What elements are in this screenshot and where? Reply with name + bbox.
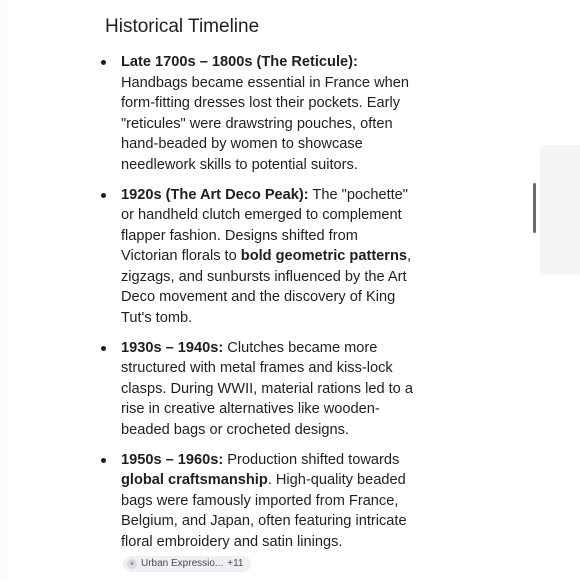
source-label: Urban Expressio... bbox=[141, 558, 224, 569]
era-label: Late 1700s – 1800s (The Reticule): bbox=[121, 54, 358, 70]
bullet-icon bbox=[101, 346, 106, 351]
item-text: Handbags became essential in France when form-fitting dresses lost their pockets. Early "reticules" were drawstring pouches, often hand-beaded by women to showcase needlework skills to potential suitors. bbox=[121, 74, 409, 173]
item-text: , zigzags, and sunbursts influenced by the Art Deco movement and the discovery of King Tut's tomb. bbox=[121, 248, 412, 326]
left-rail bbox=[0, 0, 8, 580]
right-side-panel bbox=[540, 145, 580, 275]
emphasis-text: bold geometric patterns bbox=[240, 248, 408, 264]
bullet-icon bbox=[101, 458, 106, 463]
bullet-icon bbox=[101, 193, 106, 198]
source-count: +11 bbox=[227, 558, 244, 569]
response-content bbox=[105, 14, 415, 582]
timeline-item-reticule bbox=[105, 52, 415, 175]
timeline-item-1930s-1940s bbox=[105, 338, 415, 441]
timeline-list bbox=[105, 52, 415, 573]
section-heading: Historical Timeline bbox=[105, 16, 260, 37]
timeline-item-1950s-1960s bbox=[105, 450, 415, 573]
era-label: 1930s – 1940s: bbox=[121, 339, 224, 356]
item-text: . High-quality beaded bags were famously imported from France, Belgium, and Japan, often featuring intricate floral embroidery and satin linings. bbox=[121, 472, 407, 550]
item-text: Clutches became more structured with metal frames and kiss-lock clasps. During WWII, material rations led to a rise in creative alternatives like wooden-beaded bags or crocheted designs. bbox=[121, 339, 413, 438]
source-citation-chip[interactable] bbox=[123, 556, 251, 572]
scrollbar-thumb[interactable] bbox=[533, 183, 536, 233]
era-label: 1950s – 1960s: bbox=[121, 451, 224, 468]
emphasis-text: global craftsmanship bbox=[121, 472, 268, 488]
item-text: Production shifted towards bbox=[223, 451, 400, 468]
item-text: The "pochette" or handheld clutch emerged to complement flapper fashion. Designs shifted from Victorian florals to bbox=[121, 186, 408, 264]
era-label: 1920s (The Art Deco Peak): bbox=[121, 186, 309, 203]
source-icon: e bbox=[127, 559, 137, 569]
timeline-item-art-deco bbox=[105, 185, 415, 329]
bullet-icon bbox=[101, 60, 106, 65]
